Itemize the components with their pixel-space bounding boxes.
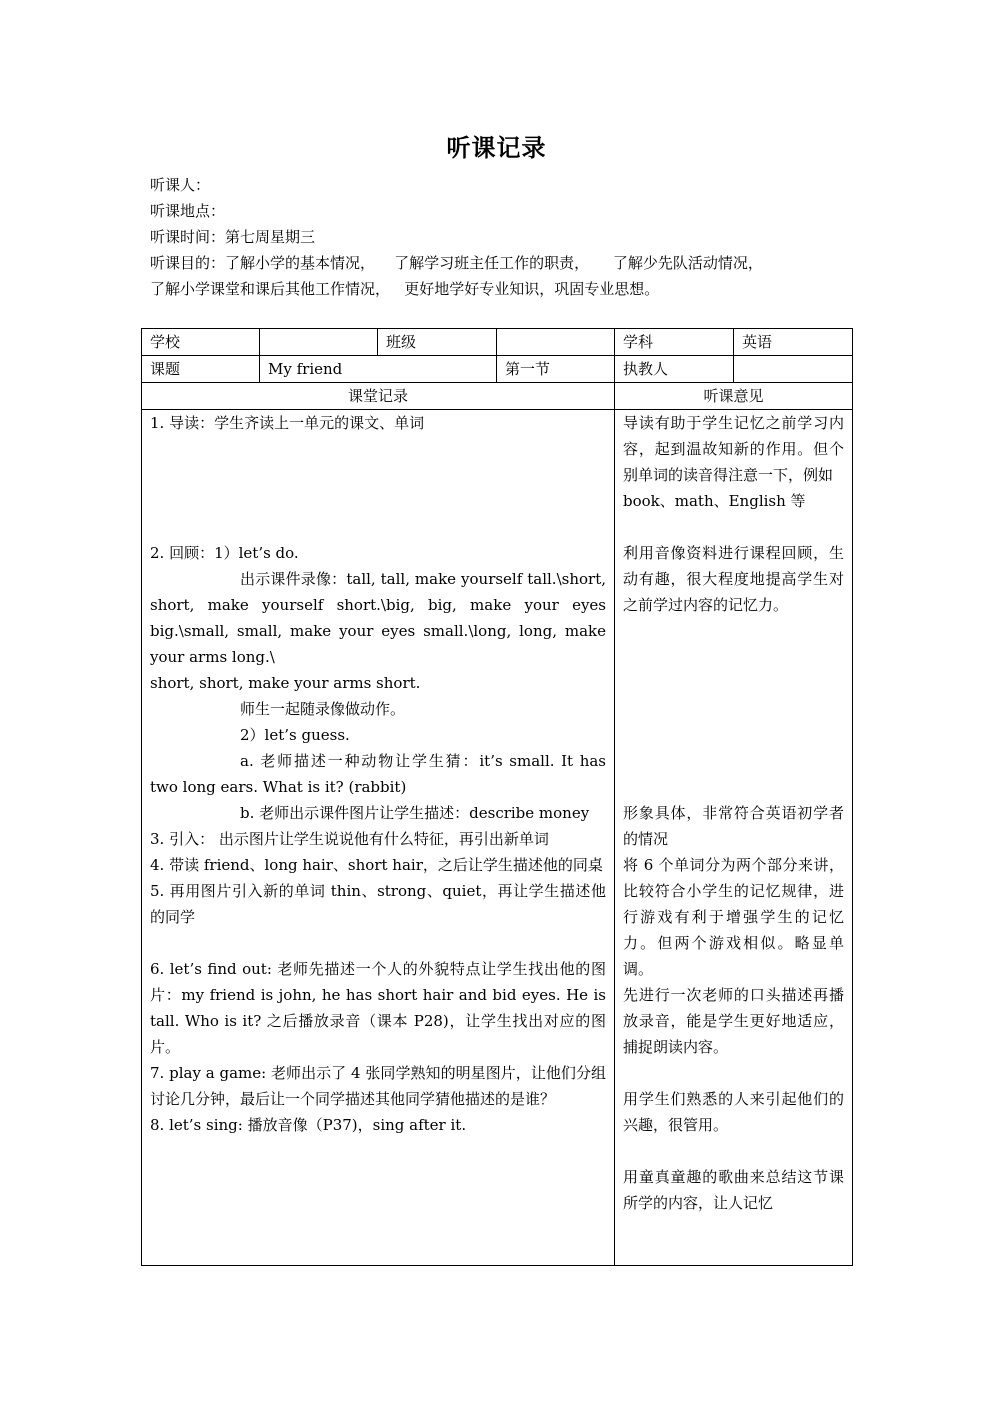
record-cell — [142, 410, 615, 1266]
opinion-header: 听课意见 — [615, 383, 853, 410]
info-row-2 — [142, 356, 853, 383]
opinion-1b: book、math、English 等 — [623, 492, 806, 510]
info-block — [150, 172, 850, 302]
record-step-5: 5. 再用图片引入新的单词 thin、strong、quiet，再让学生描述他的同学 — [150, 882, 606, 926]
record-step-7: 7. play a game: 老师出示了 4 张同学熟知的明星图片，让他们分组讨论几分钟，最后让一个同学描述其他同学猜他描述的是谁？ — [150, 1064, 606, 1108]
document-title: 听课记录 — [446, 133, 547, 162]
record-step-3: 3. 引入： 出示图片让学生说说他有什么特征，再引出新单词 — [150, 830, 549, 848]
opinion-6: 用学生们熟悉的人来引起他们的兴趣，很管用。 — [623, 1090, 844, 1134]
record-step-6: 6. let’s find out: 老师先描述一个人的外貌特点让学生找出他的图片：my friend is john, he has short hair and bid eyes. He is tall. Who is it? 之后播放录音（课本 P28)，让学生找出对应的图片。 — [150, 960, 606, 1056]
opinion-5: 先进行一次老师的口头描述再播放录音，能是学生更好地适应，捕捉朗读内容。 — [623, 986, 844, 1056]
purpose-line-1: 听课目的：了解小学的基本情况， 了解学习班主任工作的职责， 了解少先队活动情况， — [150, 254, 763, 272]
school-value — [260, 329, 378, 356]
class-label: 班级 — [378, 329, 497, 356]
listener-line: 听课人： — [150, 176, 211, 194]
record-step-2-body-cont: short, short, make your arms short. — [150, 674, 421, 692]
record-step-2-body: 出示课件录像：tall, tall, make yourself tall.\short, short, make yourself short.\big, big, make your eyes big.\small, small, make your eyes small.\long, long, make your arms long.\ — [150, 570, 606, 666]
school-label: 学校 — [142, 329, 260, 356]
period-label: 第一节 — [497, 356, 615, 383]
location-line: 听课地点： — [150, 202, 226, 220]
record-step-2-follow: 师生一起随录像做动作。 — [240, 700, 406, 718]
content-row — [142, 410, 853, 1266]
teacher-value — [734, 356, 853, 383]
topic-value: My friend — [260, 356, 497, 383]
section-header-row — [142, 383, 853, 410]
purpose-line-2: 了解小学课堂和课后其他工作情况， 更好地学好专业知识，巩固专业思想。 — [150, 280, 660, 298]
class-value — [497, 329, 615, 356]
time-line: 听课时间：第七周星期三 — [150, 228, 316, 246]
subject-value: 英语 — [734, 329, 853, 356]
topic-label: 课题 — [142, 356, 260, 383]
record-step-8: 8. let’s sing: 播放音像（P37)，sing after it. — [150, 1116, 467, 1134]
opinion-7: 用童真童趣的歌曲来总结这节课所学的内容，让人记忆 — [623, 1168, 844, 1212]
opinion-3: 形象具体，非常符合英语初学者的情况 — [623, 804, 844, 848]
record-table — [141, 328, 853, 1266]
teacher-label: 执教人 — [615, 356, 734, 383]
record-step-4: 4. 带读 friend、long hair、short hair，之后让学生描述他的同桌 — [150, 856, 603, 874]
record-step-2-b: b. 老师出示课件图片让学生描述：describe money — [240, 804, 590, 822]
record-step-2-a: a. 老师描述一种动物让学生猜：it’s small. It has two long ears. What is it? (rabbit) — [150, 752, 606, 796]
record-step-1: 1. 导读：学生齐读上一单元的课文、单词 — [150, 414, 425, 432]
record-step-2-guess: 2）let’s guess. — [240, 726, 350, 744]
opinion-cell — [615, 410, 853, 1266]
info-row-1 — [142, 329, 853, 356]
opinion-1: 导读有助于学生记忆之前学习内容，起到温故知新的作用。但个别单词的读音得注意一下，例如 — [623, 414, 844, 484]
opinion-4: 将 6 个单词分为两个部分来讲，比较符合小学生的记忆规律，进行游戏有利于增强学生的记忆力。但两个游戏相似。略显单调。 — [623, 856, 844, 978]
subject-label: 学科 — [615, 329, 734, 356]
opinion-2: 利用音像资料进行课程回顾，生动有趣，很大程度地提高学生对之前学过内容的记忆力。 — [623, 544, 844, 614]
record-step-2-title: 2. 回顾：1）let’s do. — [150, 544, 299, 562]
record-header: 课堂记录 — [142, 383, 615, 410]
